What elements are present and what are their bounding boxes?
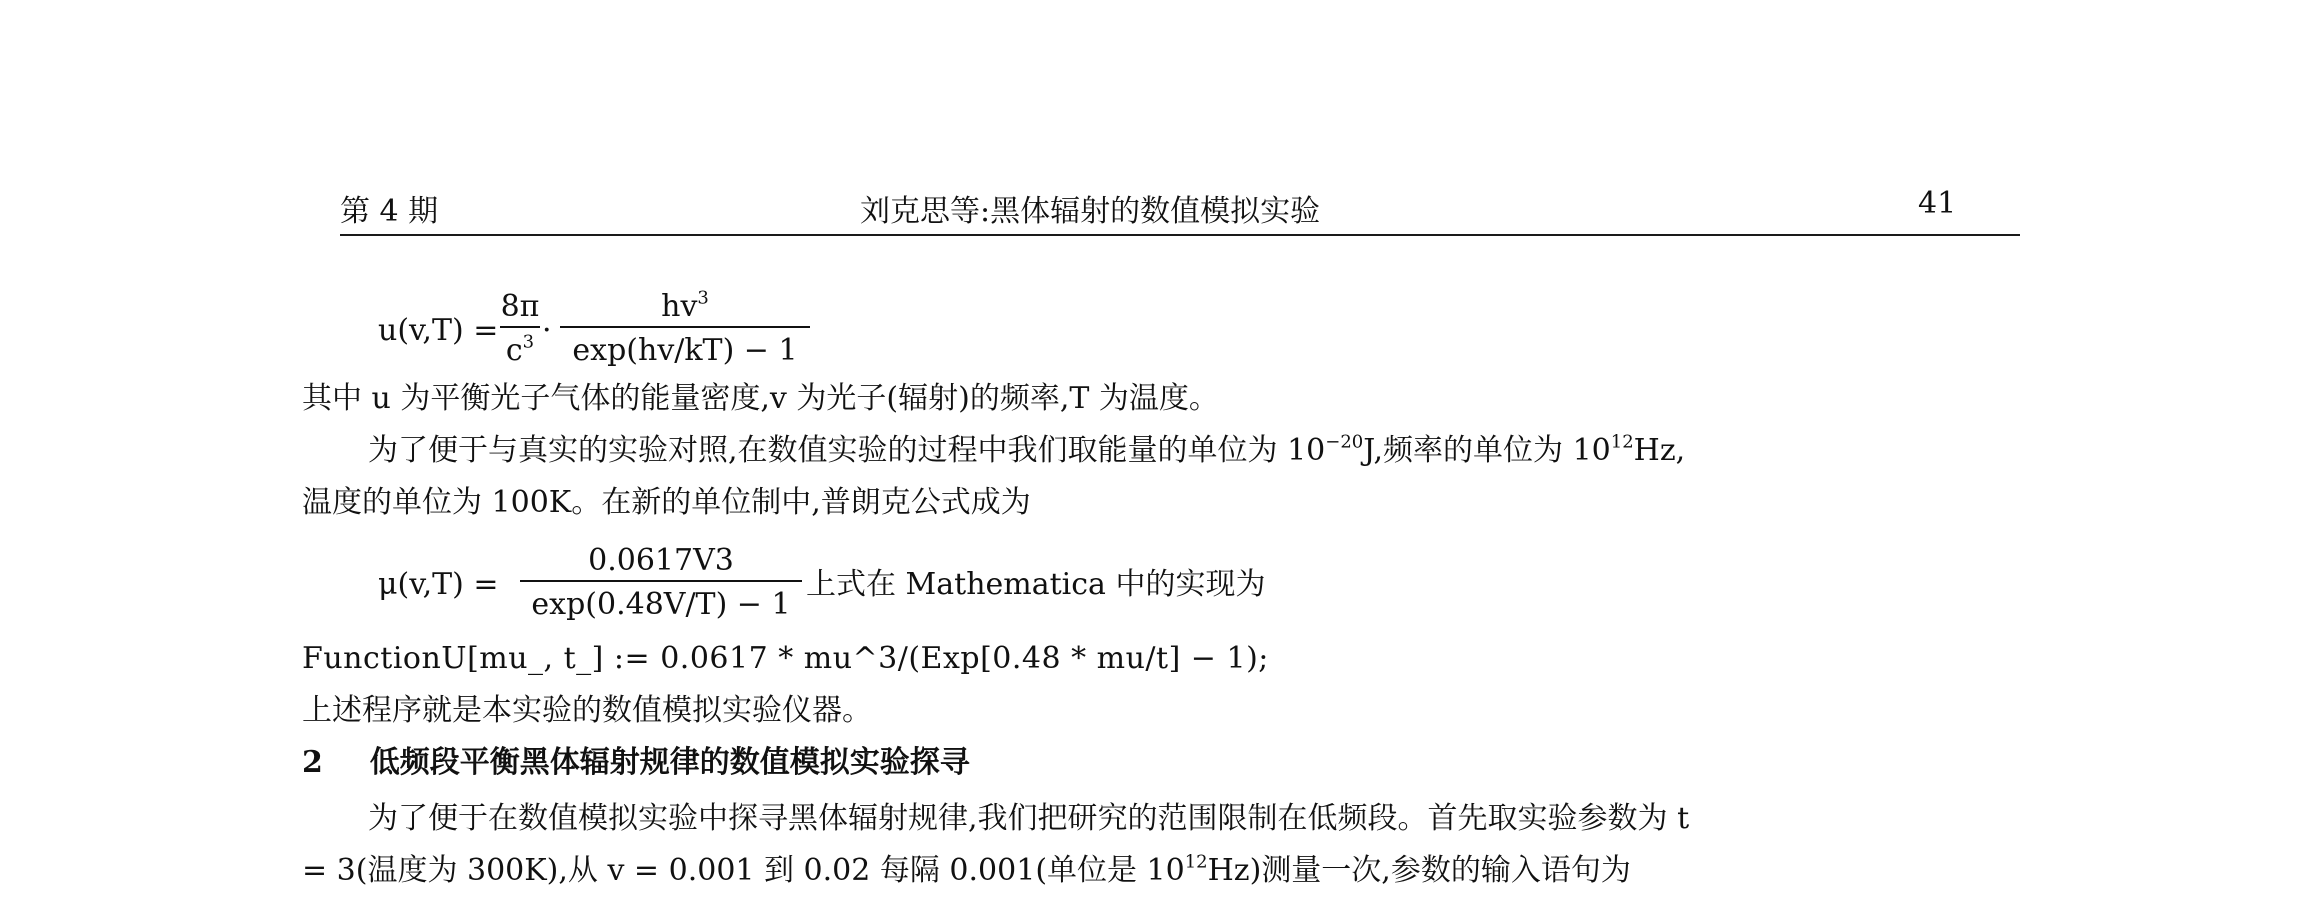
- section-number: 2: [302, 745, 323, 780]
- formula2-bar: [520, 580, 802, 582]
- formula1-lhs: u(v,T) =: [378, 313, 499, 348]
- formula1-frac1-denominator: $c^3$: [505, 331, 535, 368]
- paragraph-units-line1: 为了便于与真实的实验对照,在数值实验的过程中我们取能量的单位为 $10^{-20}J$,频率的单位为 $10^{12}Hz$,: [368, 431, 1686, 468]
- section-title: 低频段平衡黑体辐射规律的数值模拟实验探寻: [369, 745, 970, 780]
- paragraph-lowfreq-line2: = 3(温度为 300K),从 v = 0.001 到 0.02 每隔 0.001(单位是 $10^{12}Hz$)测量一次,参数的输入语句为: [302, 851, 1631, 888]
- formula1-frac1-numerator: 8π: [500, 289, 540, 324]
- formula1-frac2-numerator: $hv^3$: [661, 287, 709, 324]
- formula2-lhs: μ(v,T) =: [378, 567, 499, 602]
- paragraph-instrument: 上述程序就是本实验的数值模拟实验仪器。: [302, 693, 872, 728]
- formula2-trailing-text: 上式在 Mathematica 中的实现为: [806, 567, 1266, 602]
- formula1-frac2-denominator: exp(hv/kT) − 1: [572, 333, 798, 368]
- formula1-frac1-bar: [500, 326, 540, 328]
- page-number: 41: [1918, 186, 1957, 221]
- paragraph-definitions: 其中 u 为平衡光子气体的能量密度,v 为光子(辐射)的频率,T 为温度。: [302, 381, 1219, 416]
- issue-label: 第 4 期: [340, 194, 439, 229]
- header-rule: [340, 234, 2020, 236]
- running-title: 刘克思等:黑体辐射的数值模拟实验: [860, 194, 1321, 229]
- paragraph-lowfreq-line1: 为了便于在数值模拟实验中探寻黑体辐射规律,我们把研究的范围限制在低频段。首先取实验参数为 t: [368, 801, 1690, 836]
- formula1-dot: ·: [542, 313, 552, 348]
- formula1-frac2-bar: [560, 326, 810, 328]
- formula2-denominator: exp(0.48V/T) − 1: [531, 587, 791, 622]
- section-heading: [302, 742, 970, 784]
- mathematica-code-line: FunctionU[mu_, t_] := 0.0617 * mu^3/(Exp[0.48 * mu/t] − 1);: [302, 641, 1269, 676]
- paragraph-units-line2: 温度的单位为 100K。在新的单位制中,普朗克公式成为: [302, 485, 1031, 520]
- formula2-numerator: 0.0617V3: [588, 543, 734, 578]
